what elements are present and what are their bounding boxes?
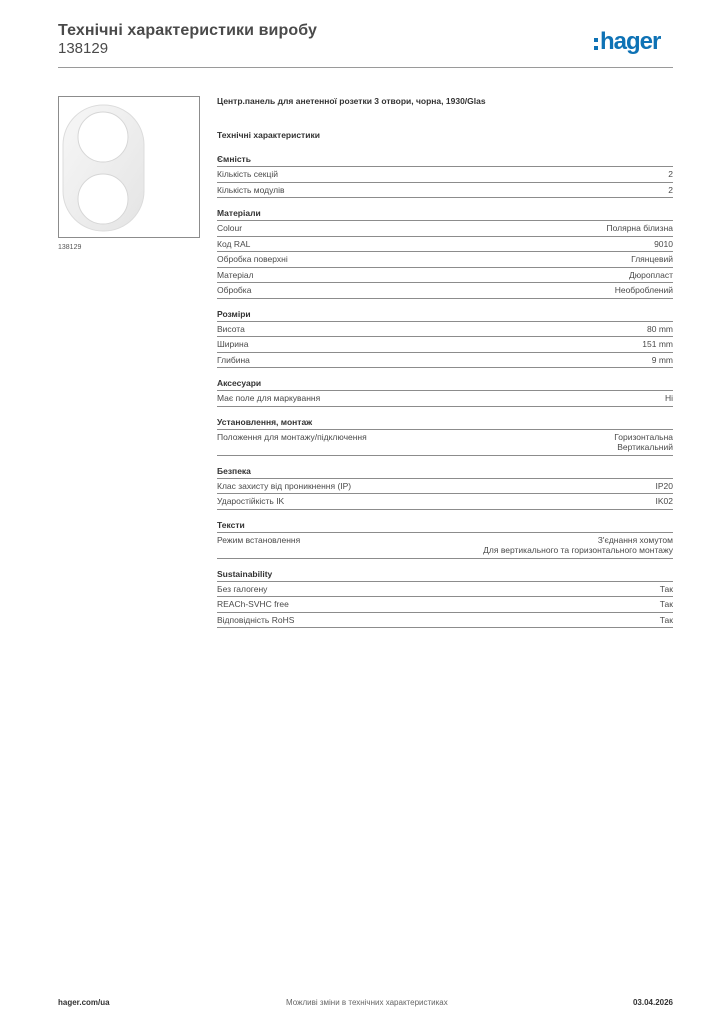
spec-group [217, 309, 673, 369]
spec-row [217, 533, 673, 559]
spec-value-line: 2 [668, 169, 673, 179]
spec-value-line: Вертикальний [617, 442, 673, 452]
spec-value-line: Для вертикального та горизонтального монтажу [483, 545, 673, 555]
spec-label: Ширина [217, 339, 249, 349]
spec-label: Відповідність RoHS [217, 614, 295, 625]
spec-value [668, 169, 673, 180]
spec-value-line: IP20 [655, 480, 673, 491]
spec-row [217, 391, 673, 407]
spec-value [647, 324, 673, 335]
spec-groups [217, 154, 673, 628]
spec-label: Матеріал [217, 269, 254, 280]
spec-value [483, 535, 673, 556]
spec-row [217, 479, 673, 495]
spec-row [217, 613, 673, 629]
spec-label: Глибина [217, 354, 250, 365]
hager-logo [594, 26, 660, 58]
spec-group [217, 569, 673, 629]
spec-group-title: Безпека [217, 466, 673, 479]
spec-value [614, 432, 673, 453]
spec-value-line: 151 mm [642, 339, 673, 349]
spec-value [642, 339, 673, 350]
product-sku: 138129 [58, 40, 109, 57]
spec-row [217, 237, 673, 253]
spec-value [615, 285, 673, 296]
logo-text: hager [600, 28, 661, 55]
spec-group-title: Sustainability [217, 569, 673, 582]
spec-label: Без галогену [217, 583, 268, 594]
spec-value-line: Так [659, 599, 673, 609]
spec-group [217, 520, 673, 559]
spec-row [217, 337, 673, 353]
spec-row [217, 268, 673, 284]
spec-value-line: Ні [664, 393, 673, 403]
spec-group-title: Установлення, монтаж [217, 417, 673, 430]
spec-row [217, 221, 673, 237]
spec-group-title: Аксесуари [217, 378, 673, 391]
spec-row [217, 183, 673, 199]
spec-value-line: Полярна білизна [606, 223, 673, 233]
product-image [58, 96, 200, 238]
footer-notice: Можливі зміни в технічних характеристиках [286, 998, 448, 1007]
spec-label: Клас захисту від проникнення (IP) [217, 480, 352, 491]
spec-group [217, 208, 673, 299]
spec-value-line: Так [659, 583, 673, 594]
spec-row [217, 353, 673, 369]
spec-value [660, 599, 673, 610]
product-title: Центр.панель для анетенної розетки 3 отвори, чорна, 1930/Glas [217, 96, 486, 106]
spec-group [217, 466, 673, 510]
specs-heading: Технічні характеристики [217, 130, 320, 140]
spec-label: Режим встановлення [217, 534, 301, 545]
spec-label: Має поле для маркування [217, 393, 321, 403]
footer-website: hager.com/ua [58, 998, 110, 1007]
spec-value [606, 223, 673, 234]
spec-value-line: 9010 [654, 238, 673, 249]
spec-value-line: 2 [668, 184, 673, 195]
spec-value-line: Так [659, 614, 673, 625]
spec-value [654, 239, 673, 250]
spec-group [217, 154, 673, 198]
spec-group-title: Матеріали [217, 208, 673, 221]
spec-row [217, 494, 673, 510]
spec-group [217, 378, 673, 407]
spec-group [217, 417, 673, 456]
spec-row [217, 582, 673, 598]
spec-value-line: Дюропласт [628, 269, 673, 280]
spec-value-line: Необроблений [614, 285, 673, 295]
spec-label: Висота [217, 323, 245, 334]
spec-value [665, 393, 673, 404]
spec-value-line: Горизонтальна [614, 431, 673, 442]
logo-dots-icon [594, 38, 598, 50]
spec-value [660, 584, 673, 595]
header-divider [58, 67, 673, 68]
spec-row [217, 597, 673, 613]
spec-group-title: Ємність [217, 154, 673, 167]
spec-value [660, 615, 673, 626]
spec-value-line: Глянцевий [631, 254, 673, 264]
spec-label: Кількість секцій [217, 169, 278, 179]
spec-value [668, 185, 673, 196]
spec-label: Обробка [217, 285, 252, 295]
page-title: Технічні характеристики виробу [58, 22, 317, 39]
footer-date: 03.04.2026 [632, 998, 673, 1007]
spec-main [217, 96, 673, 638]
spec-label: Colour [217, 223, 243, 233]
spec-row [217, 322, 673, 338]
spec-group-title: Розміри [217, 309, 673, 322]
spec-value [656, 496, 674, 507]
spec-label: Код RAL [217, 238, 251, 249]
spec-label: Положення для монтажу/підключення [217, 431, 367, 442]
spec-label: REACh-SVHC free [217, 599, 289, 609]
cover-plate-icon [59, 97, 199, 237]
spec-value-line: IK02 [655, 496, 673, 506]
spec-row [217, 252, 673, 268]
spec-label: Ударостійкість IK [217, 496, 285, 506]
spec-label: Кількість модулів [217, 184, 285, 195]
spec-row [217, 167, 673, 183]
image-caption: 138129 [58, 244, 82, 251]
spec-value-line: 80 mm [647, 323, 673, 334]
spec-value [631, 254, 673, 265]
spec-label: Обробка поверхні [217, 254, 288, 264]
spec-value [652, 355, 673, 366]
spec-value-line: З'єднання хомутом [597, 534, 673, 545]
spec-value [629, 270, 673, 281]
spec-value [656, 481, 674, 492]
spec-value-line: 9 mm [651, 354, 673, 365]
spec-group-title: Тексти [217, 520, 673, 533]
spec-row [217, 283, 673, 299]
spec-row [217, 430, 673, 456]
